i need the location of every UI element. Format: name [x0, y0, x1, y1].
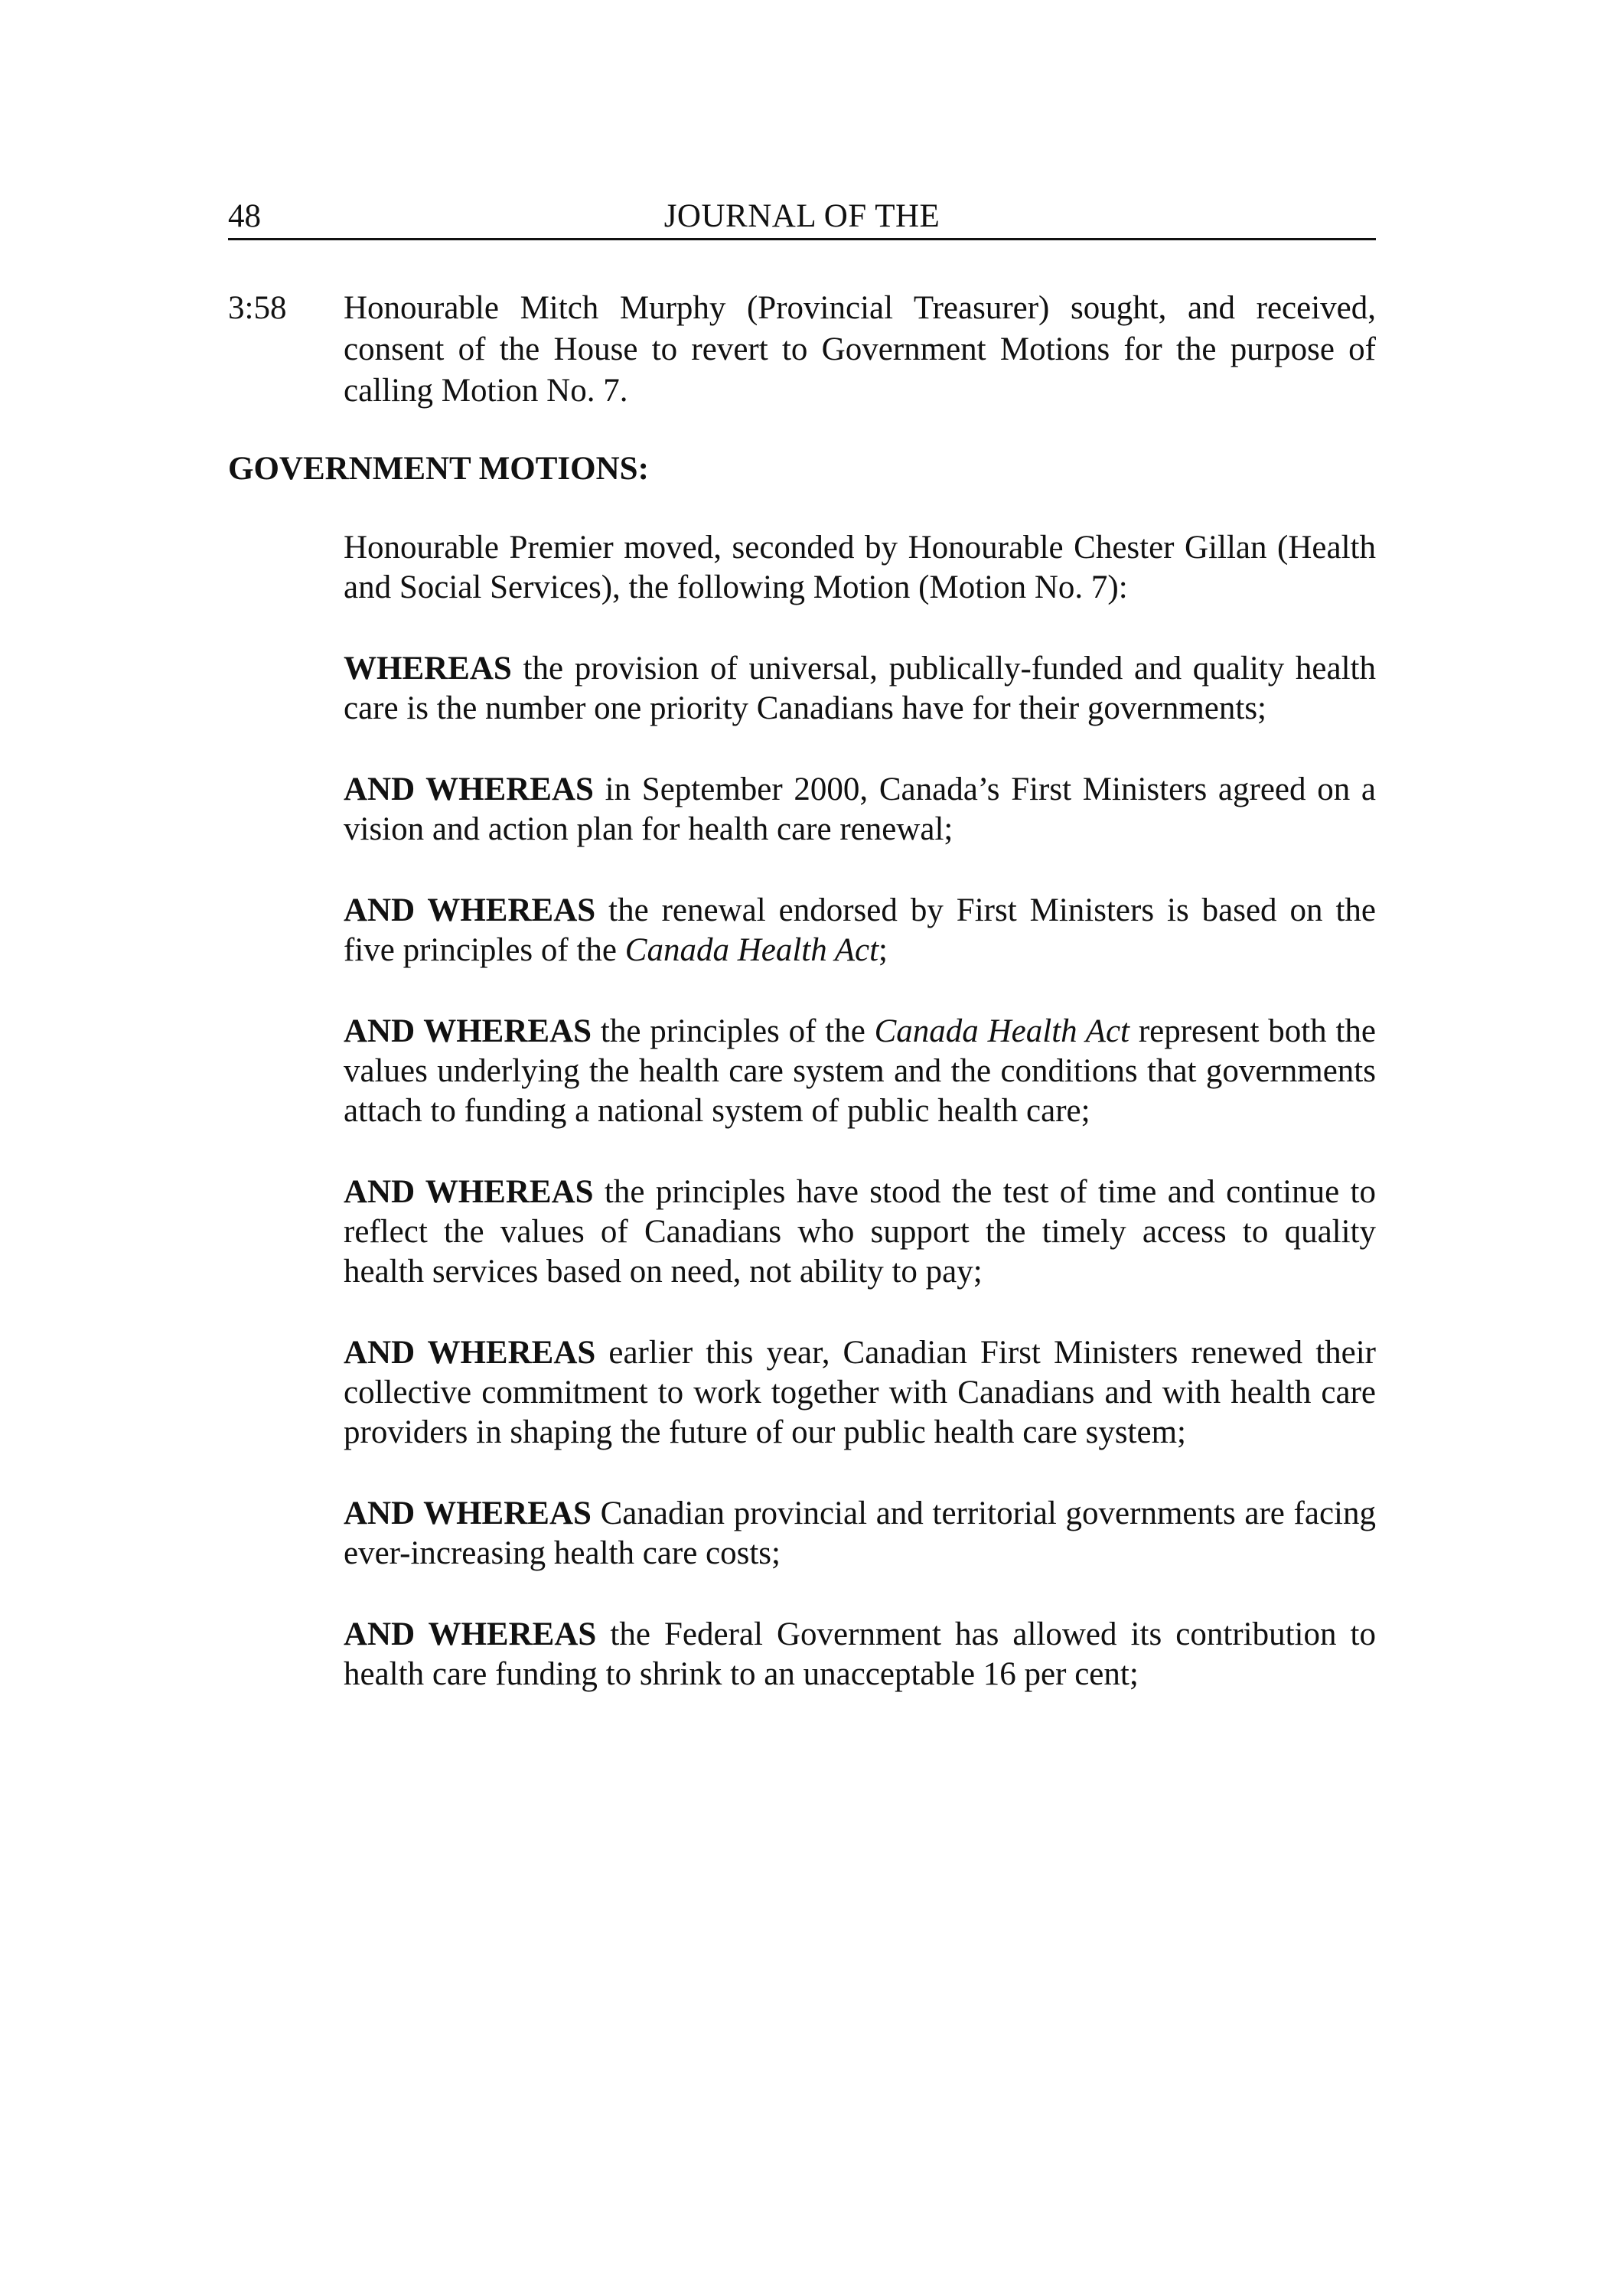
whereas-clause-7 [344, 1494, 1376, 1574]
page-number: 48 [228, 198, 261, 234]
motion-intro: Honourable Premier moved, seconded by Honourable Chester Gillan (Health and Social Services), the following Motion (Motion No. 7): [344, 530, 1376, 605]
whereas-clause-3 [344, 891, 1376, 970]
whereas-clause-2 [344, 770, 1376, 850]
whereas-clause-4 [344, 1012, 1376, 1131]
whereas-text: the renewal endorsed by First Ministers is based on the five principles of the [344, 892, 1376, 968]
section-heading: GOVERNMENT MOTIONS: [228, 451, 649, 487]
act-title: Canada Health Act [874, 1013, 1129, 1049]
whereas-keyword: AND WHEREAS [344, 892, 596, 928]
whereas-clause-1 [344, 649, 1376, 729]
whereas-text: earlier this year, Canadian First Ministers renewed their collective commitment to work together with Canadians and with health care providers in shaping the future of our public health care system; [344, 1335, 1376, 1450]
whereas-keyword: AND WHEREAS [344, 1616, 597, 1652]
whereas-keyword: AND WHEREAS [344, 1495, 592, 1531]
act-title: Canada Health Act [624, 932, 879, 968]
header-rule [228, 238, 1376, 240]
whereas-clause-5 [344, 1172, 1376, 1292]
proceeding-entry [228, 288, 1376, 412]
whereas-keyword: AND WHEREAS [344, 1013, 592, 1049]
whereas-keyword: AND WHEREAS [344, 1335, 596, 1371]
whereas-keyword: AND WHEREAS [344, 1174, 594, 1210]
whereas-text-end: represent both the values underlying the health care system and the conditions that governments attach to funding a national system of public health care; [344, 1013, 1377, 1129]
whereas-keyword: WHEREAS [344, 651, 512, 687]
running-header [228, 194, 1376, 239]
whereas-clause-8 [344, 1615, 1376, 1694]
whereas-text: Canadian provincial and territorial governments are facing ever-increasing health care costs; [344, 1495, 1376, 1571]
whereas-text-end: ; [878, 932, 888, 968]
running-title: JOURNAL OF THE [663, 198, 940, 234]
whereas-text: the principles have stood the test of time and continue to reflect the values of Canadians who support the timely access to quality health services based on need, not ability to pay; [344, 1174, 1376, 1290]
proceeding-text: Honourable Mitch Murphy (Provincial Treasurer) sought, and received, consent of the House to revert to Government Motions for the purpose of calling Motion No. 7. [344, 290, 1376, 409]
motion-body [344, 528, 1376, 1736]
whereas-text: the Federal Government has allowed its contribution to health care funding to shrink to an unacceptable 16 per cent; [344, 1616, 1377, 1692]
whereas-keyword: AND WHEREAS [344, 771, 594, 807]
whereas-text: the principles of the [592, 1013, 875, 1049]
whereas-text: the provision of universal, publically-funded and quality health care is the number one priority Canadians have for their governments; [344, 651, 1376, 726]
whereas-clause-6 [344, 1333, 1376, 1453]
whereas-text: in September 2000, Canada’s First Ministers agreed on a vision and action plan for health care renewal; [344, 771, 1377, 847]
proceeding-time: 3:58 [228, 290, 287, 326]
